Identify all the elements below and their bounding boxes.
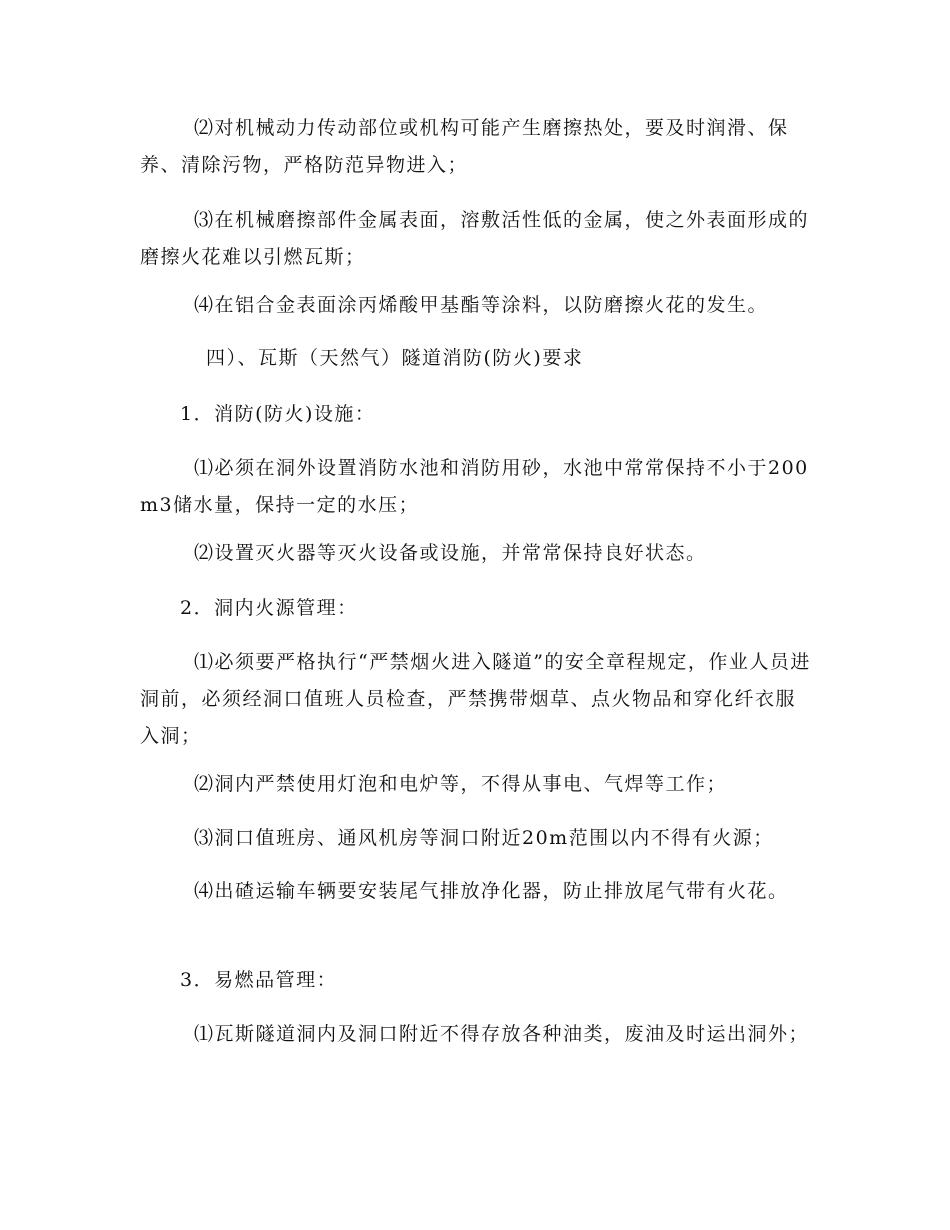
paragraph-fire-source-4: ⑷出碴运输车辆要安装尾气排放净化器，防止排放尾气带有火花。 [194,880,789,902]
paragraph-flammables-1: ⑴瓦斯隧道洞内及洞口附近不得存放各种油类，废油及时运出洞外； [194,1023,810,1045]
paragraph-2-4: ⑷在铝合金表面涂丙烯酸甲基酯等涂料，以防磨擦火花的发生。 [194,294,769,316]
paragraph-2-3: ⑶在机械磨擦部件金属表面，溶敷活性低的金属，使之外表面形成的磨擦火花难以引燃瓦斯； [140,209,810,268]
paragraph-fire-source-3: ⑶洞口值班房、通风机房等洞口附近20m范围以内不得有火源； [194,827,774,849]
subheading-flammables: 3．易燃品管理： [180,969,338,991]
paragraph-2-2: ⑵对机械动力传动部位或机构可能产生磨擦热处，要及时润滑、保养、清除污物，严格防范异物进入； [140,117,789,176]
paragraph-facilities-1: ⑴必须在洞外设置消防水池和消防用砂，水池中常常保持不小于200m3储水量，保持一定的水压； [140,457,809,516]
paragraph-facilities-2: ⑵设置灭火器等灭火设备或设施，并常常保持良好状态。 [194,542,707,564]
paragraph-fire-source-1: ⑴必须要严格执行“严禁烟火进入隧道”的安全章程规定，作业人员进洞前，必须经洞口值班人员检查，严禁携带烟草、点火物品和穿化纤衣服入洞； [140,651,811,747]
paragraph-fire-source-2: ⑵洞内严禁使用灯泡和电炉等，不得从事电、气焊等工作； [194,773,728,795]
section-heading-4: 四）、瓦斯（天然气）隧道消防(防火)要求 [206,347,584,369]
subheading-fire-facilities: 1．消防(防火)设施： [180,403,376,425]
subheading-fire-source: 2．洞内火源管理： [180,597,358,619]
